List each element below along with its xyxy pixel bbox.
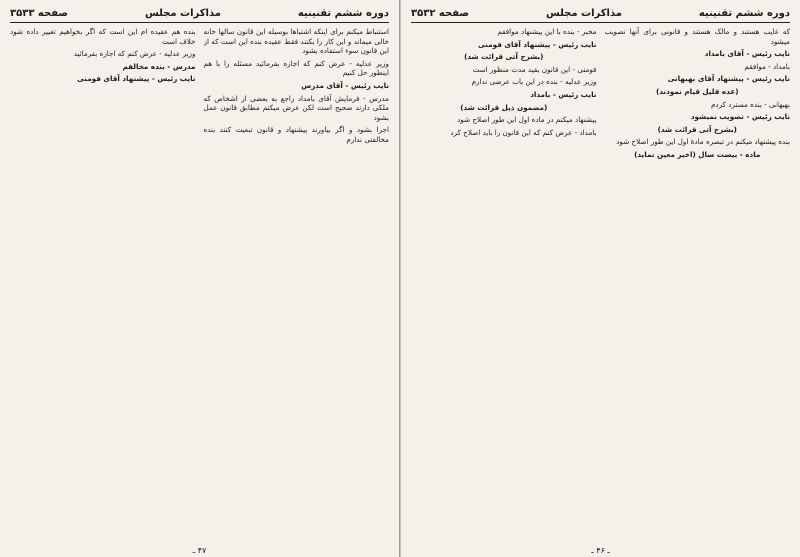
paragraph: پیشنهاد میکنم در ماده اول این طور اصلاح شود <box>457 115 597 125</box>
right-page-column-right <box>605 27 791 547</box>
right-page-number: صفحه ۳۵۳۲ <box>411 7 470 19</box>
speaker-line: نایب رئیس - آقای مدرس <box>301 80 389 90</box>
right-page-columns <box>411 27 790 547</box>
paragraph: وزیر عدلیه - عرض کنم که اجازه بفرمائید <box>73 49 196 59</box>
right-page-footer: ـ ۴۶ ـ <box>591 546 610 555</box>
paragraph: فومنی - این قانون بقید مدت منظور است <box>472 64 597 74</box>
paragraph: بنده پیشنهاد میکنم در تبصره مادهٔ اول این طور اصلاح شود <box>616 137 790 147</box>
left-title: مذاکرات مجلس <box>144 7 221 19</box>
left-page-column-left <box>10 27 196 547</box>
parenthetical-note: (مضمون ذیل قرائت شد) <box>460 102 548 112</box>
left-page-header <box>10 6 389 23</box>
speaker-line: نایب رئیس - بامداد <box>530 89 597 99</box>
paragraph: مدرس - فرمایش آقای بامداد راجع به بعضی از اشخاص که ملکی دارند صحیح است لکن عرض میکنم مطابق قانون عمل بشود <box>203 93 389 122</box>
right-page-column-left <box>411 27 597 547</box>
right-page <box>400 0 800 557</box>
paragraph: اجرا بشود و اگر بیاورند پیشنهاد و قانون تبعیت کنند بنده مخالفتی ندارم <box>203 125 389 144</box>
paragraph: وزیر عدلیه - عرض کنم که اجازه بفرمائید مسئله را با هم اینطور حل کنیم <box>203 58 389 78</box>
parenthetical-note: (بشرح آتی قرائت شد) <box>657 124 737 134</box>
right-session-label: دوره ششم تقنینیه <box>698 7 790 19</box>
left-page-column-right <box>204 27 390 547</box>
speaker-line: مدرس - بنده مخالفم <box>122 61 196 71</box>
parenthetical-note: ماده - بیست سال (اخیر معین نماید) <box>634 149 761 159</box>
paragraph: بنده هم عقیده ام این است که اگر بخواهیم تغییر داده شود خلاف است <box>10 27 196 46</box>
paragraph: استنباط میکنم برای اینکه اشتباها بوسیله این قانون سالها خانه خالی میماند و این کار را بکنند فقط عقیده بنده این است که از این قانون سوء استفاده بشود <box>203 27 389 56</box>
paragraph: مخبر - بنده با این پیشنهاد موافقم <box>497 27 597 36</box>
speaker-line: نایب رئیس - پیشنهاد آقای فومنی <box>478 39 597 49</box>
left-session-label: دوره ششم تقنینیه <box>297 7 389 19</box>
speaker-line: نایب رئیس - پیشنهاد آقای فومنی <box>77 74 196 84</box>
left-page-columns <box>10 27 389 547</box>
right-title: مذاکرات مجلس <box>545 7 622 19</box>
paragraph: بامداد - موافقم <box>744 61 790 71</box>
speaker-line: نایب رئیس - پیشنهاد آقای بهبهانی <box>667 74 790 84</box>
parenthetical-note: (بشرح آتی قرائت شد) <box>464 52 544 62</box>
paragraph: بامداد - عرض کنم که این قانون را باید اصلاح کرد <box>450 127 597 137</box>
left-page-number: صفحه ۳۵۳۳ <box>10 7 69 19</box>
speaker-line: نایب رئیس - تصویب نمیشود <box>690 112 790 122</box>
parenthetical-note: (عده قلیل قیام نمودند) <box>655 86 739 96</box>
paragraph: که غایب هستند و مالک هستند و قانونی برای آنها تصویب میشود <box>604 27 790 46</box>
right-page-header <box>411 6 790 23</box>
left-page-footer: ۴۷ ـ <box>192 546 207 555</box>
speaker-line: نایب رئیس - آقای بامداد <box>704 49 790 59</box>
paragraph: وزیر عدلیه - بنده در این باب عرضی ندارم <box>471 77 597 87</box>
paragraph: بهبهانی - بنده مسترد کردم <box>710 99 790 109</box>
